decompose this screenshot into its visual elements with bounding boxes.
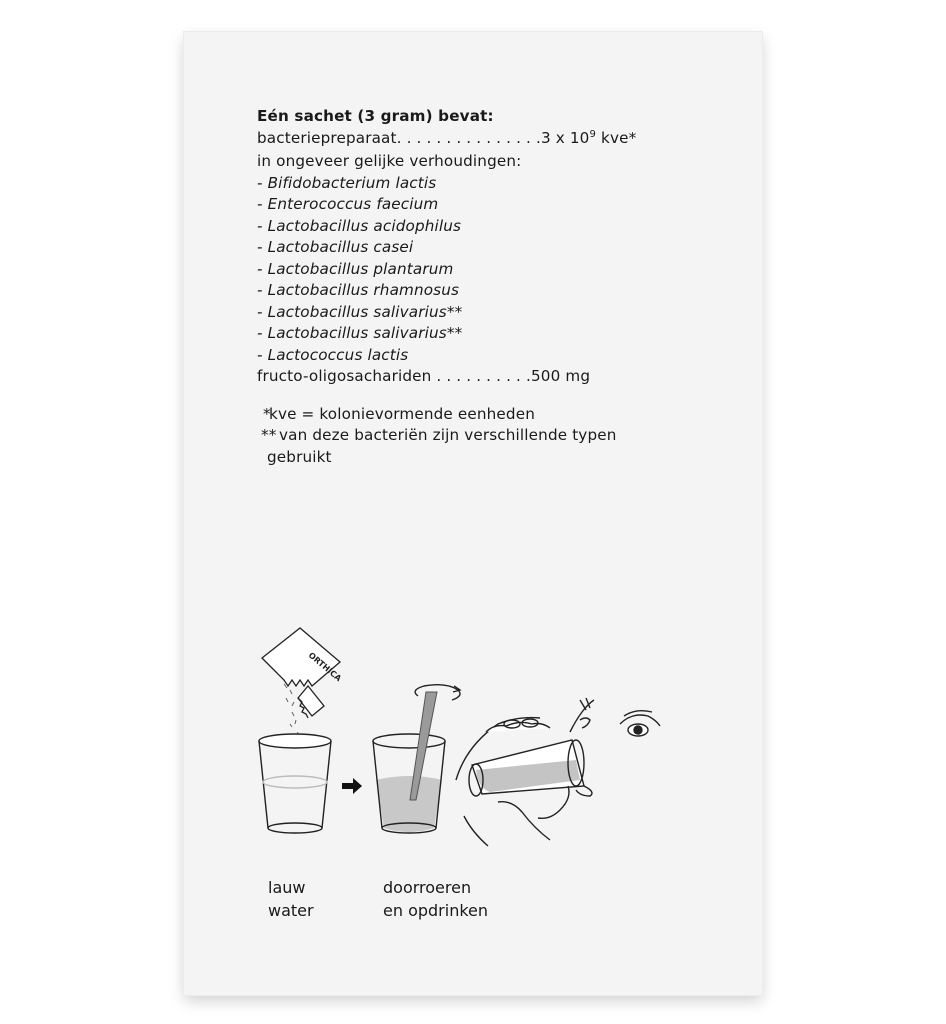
preparation-label: bacteriepreparaat — [257, 128, 397, 147]
footnote-kve — [257, 404, 737, 426]
sachet-icon — [262, 628, 344, 718]
preparation-exponent: 9 — [589, 128, 597, 140]
fos-line — [257, 366, 737, 388]
strain-item: - Lactobacillus acidophilus — [257, 216, 462, 235]
step-caption-line: water — [268, 901, 314, 920]
composition-heading: Eén sachet (3 gram) bevat: — [257, 107, 494, 125]
strain-list — [257, 173, 737, 367]
footnote-text: van deze bacteriën zijn verschillende typen — [279, 426, 617, 444]
step-lukewarm-water — [268, 876, 314, 922]
preparation-dots: . . . . . . . . . . . . . . . — [396, 128, 541, 147]
step-caption-line: lauw — [268, 878, 306, 897]
strain-item: - Bifidobacterium lactis — [257, 173, 437, 192]
footnote-text: gebruikt — [267, 447, 332, 466]
glass-stirring-icon — [373, 692, 445, 833]
footnote-text: kve = kolonievormende eenheden — [269, 404, 535, 423]
strain-item: - Lactococcus lactis — [257, 345, 409, 364]
fos-label: fructo-oligosachariden — [257, 367, 432, 385]
footnote-mark: * — [263, 404, 271, 423]
footnote-mark: ** — [261, 426, 277, 444]
usage-illustration — [250, 620, 670, 860]
fos-dots: . . . . . . . . . . — [431, 367, 531, 385]
preparation-amount: 3 x 10 — [540, 128, 590, 147]
drinking-person-icon — [456, 698, 660, 846]
footnote-types — [257, 425, 737, 447]
strain-item: - Enterococcus faecium — [257, 195, 439, 213]
step-caption-line: doorroeren — [383, 878, 472, 897]
fos-amount: 500 mg — [530, 367, 591, 385]
step-caption-line: en opdrinken — [383, 901, 489, 920]
strain-item: - Lactobacillus salivarius** — [257, 302, 463, 321]
sachet-logo: ORTHICA — [306, 650, 343, 684]
composition-section — [257, 106, 737, 468]
preparation-line — [257, 128, 737, 152]
footnote-types-continued — [257, 447, 737, 469]
strain-item: - Lactobacillus rhamnosus — [257, 281, 460, 299]
arrow-icon — [342, 778, 362, 794]
preparation-unit: kve* — [596, 128, 637, 147]
step-stir-and-drink — [383, 876, 488, 922]
glass-water-icon — [259, 734, 331, 833]
rotate-icon — [415, 685, 460, 700]
powder-icon — [284, 684, 298, 735]
strain-item: - Lactobacillus plantarum — [257, 259, 454, 278]
strain-item: - Lactobacillus casei — [257, 238, 414, 256]
proportion-note: in ongeveer gelijke verhoudingen: — [257, 152, 522, 170]
strain-item: - Lactobacillus salivarius** — [257, 324, 463, 342]
footnotes — [257, 404, 737, 469]
